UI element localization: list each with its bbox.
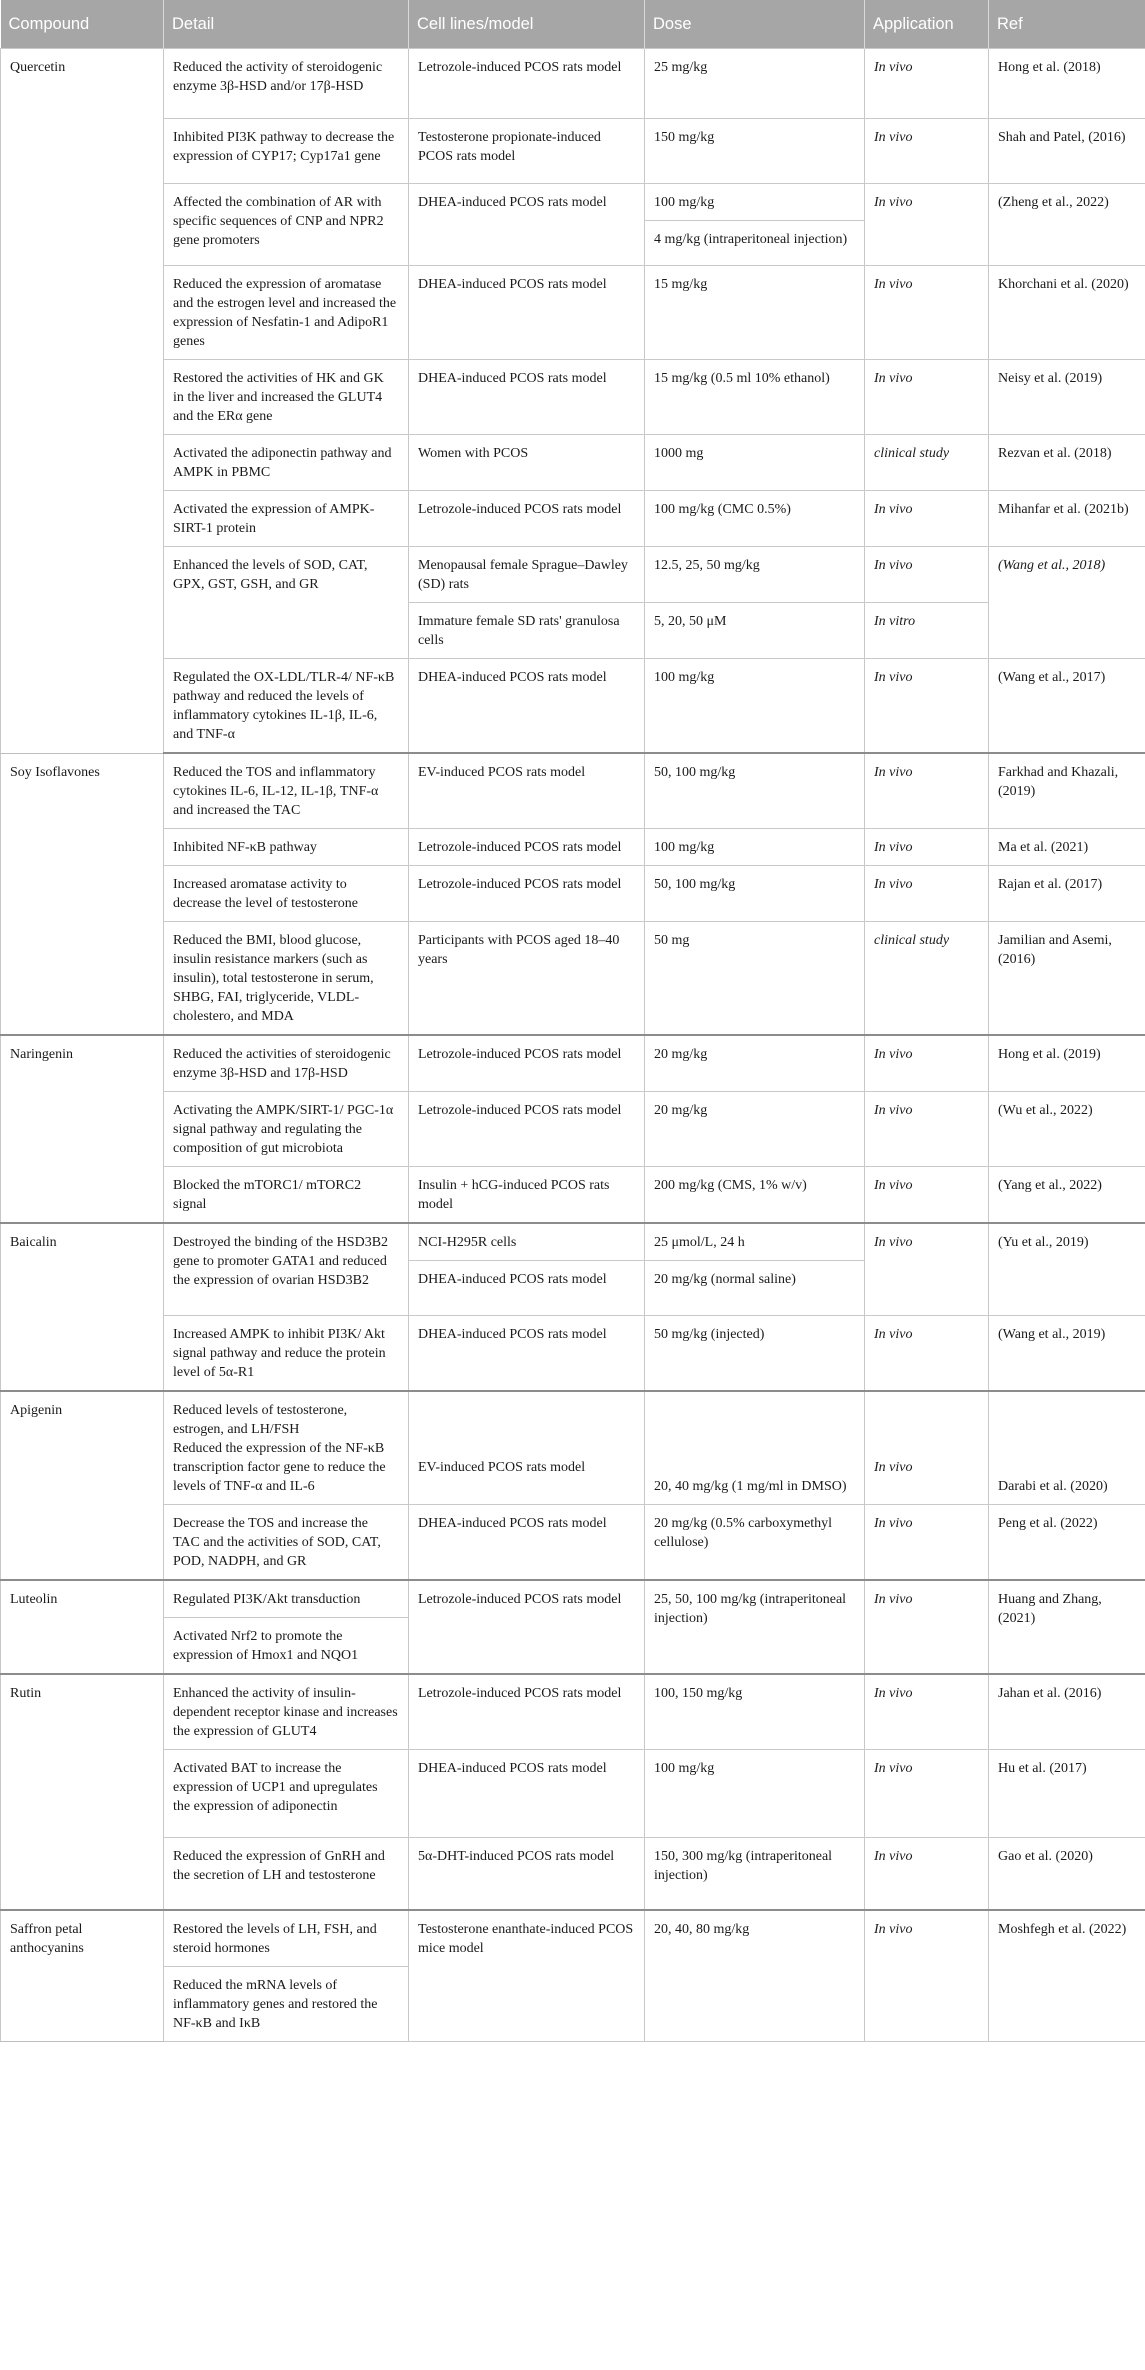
model-cell: Letrozole-induced PCOS rats model [409, 1580, 645, 1674]
header-ref: Ref [989, 0, 1145, 49]
detail-cell: Reduced the expression of aromatase and the estrogen level and increased the expression of Nesfatin-1 and AdipoR1 genes [164, 266, 409, 360]
dose-cell: 50, 100 mg/kg [645, 753, 865, 829]
application-cell: In vivo [865, 49, 989, 119]
compound-cell: Quercetin [1, 49, 164, 754]
ref-cell: (Wang et al., 2019) [989, 1316, 1145, 1392]
application-cell: In vivo [865, 829, 989, 866]
compound-cell: Rutin [1, 1674, 164, 1910]
detail-cell: Activated Nrf2 to promote the expression of Hmox1 and NQO1 [164, 1618, 409, 1675]
application-cell: In vivo [865, 1167, 989, 1224]
model-text: EV-induced PCOS rats model [418, 1460, 586, 1475]
detail-cell: Increased aromatase activity to decrease the level of testosterone [164, 866, 409, 922]
ref-cell: (Zheng et al., 2022) [989, 184, 1145, 266]
detail-cell: Blocked the mTORC1/ mTORC2 signal [164, 1167, 409, 1224]
header-application: Application [865, 0, 989, 49]
table-row [1, 491, 1145, 547]
detail-cell: Reduced the BMI, blood glucose, insulin resistance markers (such as insulin), total testosterone in serum, SHBG, FAI, triglyceride, VLDL-cholestero, and MDA [164, 922, 409, 1036]
ref-cell: Hu et al. (2017) [989, 1750, 1145, 1838]
detail-cell: Activated the adiponectin pathway and AMPK in PBMC [164, 435, 409, 491]
model-cell: Letrozole-induced PCOS rats model [409, 829, 645, 866]
table-row [1, 1391, 1145, 1505]
dose-cell: 100 mg/kg [645, 184, 865, 221]
table-row [1, 1167, 1145, 1224]
application-cell: In vivo [865, 184, 989, 266]
compound-cell: Saffron petal anthocyanins [1, 1910, 164, 2042]
model-cell: DHEA-induced PCOS rats model [409, 266, 645, 360]
dose-cell: 50 mg/kg (injected) [645, 1316, 865, 1392]
ref-cell: Jahan et al. (2016) [989, 1674, 1145, 1750]
application-cell: In vivo [865, 1505, 989, 1581]
table-row [1, 1316, 1145, 1392]
header-dose: Dose [645, 0, 865, 49]
table-row [1, 1580, 1145, 1618]
header-detail: Detail [164, 0, 409, 49]
table-row [1, 866, 1145, 922]
table-row [1, 1750, 1145, 1838]
dose-cell: 20 mg/kg (0.5% carboxymethyl cellulose) [645, 1505, 865, 1581]
detail-line: Reduced the expression of the NF-κB transcription factor gene to reduce the levels of TNF-α and IL-6 [173, 1441, 386, 1494]
table-row [1, 266, 1145, 360]
ref-cell: Peng et al. (2022) [989, 1505, 1145, 1581]
model-cell: DHEA-induced PCOS rats model [409, 1750, 645, 1838]
detail-cell: Reduced the activity of steroidogenic enzyme 3β-HSD and/or 17β-HSD [164, 49, 409, 119]
ref-cell: Shah and Patel, (2016) [989, 119, 1145, 184]
application-cell: In vivo [865, 1316, 989, 1392]
model-cell: Immature female SD rats' granulosa cells [409, 603, 645, 659]
detail-cell: Enhanced the activity of insulin-dependent receptor kinase and increases the expression of GLUT4 [164, 1674, 409, 1750]
dose-cell: 100, 150 mg/kg [645, 1674, 865, 1750]
detail-cell: Enhanced the levels of SOD, CAT, GPX, GST, GSH, and GR [164, 547, 409, 659]
model-cell: DHEA-induced PCOS rats model [409, 360, 645, 435]
dose-cell: 20, 40 mg/kg (1 mg/ml in DMSO) [645, 1391, 865, 1505]
model-cell: Letrozole-induced PCOS rats model [409, 491, 645, 547]
application-cell: In vivo [865, 1750, 989, 1838]
dose-cell: 20 mg/kg (normal saline) [645, 1261, 865, 1316]
model-cell: Letrozole-induced PCOS rats model [409, 1092, 645, 1167]
model-cell: Letrozole-induced PCOS rats model [409, 1035, 645, 1092]
ref-cell: (Wang et al., 2017) [989, 659, 1145, 754]
dose-cell: 20 mg/kg [645, 1035, 865, 1092]
detail-cell: Destroyed the binding of the HSD3B2 gene to promoter GATA1 and reduced the expression of ovarian HSD3B2 [164, 1223, 409, 1316]
ref-cell: Gao et al. (2020) [989, 1838, 1145, 1910]
dose-cell: 100 mg/kg [645, 659, 865, 754]
detail-cell: Restored the activities of HK and GK in the liver and increased the GLUT4 and the ERα gene [164, 360, 409, 435]
detail-cell: Reduced the activities of steroidogenic enzyme 3β-HSD and 17β-HSD [164, 1035, 409, 1092]
application-cell: In vivo [865, 360, 989, 435]
model-cell: DHEA-induced PCOS rats model [409, 1261, 645, 1316]
dose-cell: 20 mg/kg [645, 1092, 865, 1167]
application-cell: In vivo [865, 753, 989, 829]
compound-cell: Naringenin [1, 1035, 164, 1223]
table-row [1, 184, 1145, 221]
application-cell: In vivo [865, 119, 989, 184]
table-row [1, 360, 1145, 435]
ref-cell: Mihanfar et al. (2021b) [989, 491, 1145, 547]
detail-cell: Reduced the mRNA levels of inflammatory genes and restored the NF-κB and IκB [164, 1966, 409, 2041]
ref-cell: (Yang et al., 2022) [989, 1167, 1145, 1224]
application-cell: In vivo [865, 659, 989, 754]
table-row [1, 829, 1145, 866]
detail-cell: Regulated PI3K/Akt transduction [164, 1580, 409, 1618]
ref-cell: Rezvan et al. (2018) [989, 435, 1145, 491]
application-cell: In vivo [865, 1674, 989, 1750]
detail-cell: Reduced the TOS and inflammatory cytokines IL-6, IL-12, IL-1β, TNF-α and increased the TAC [164, 753, 409, 829]
dose-cell: 5, 20, 50 μM [645, 603, 865, 659]
dose-cell: 15 mg/kg [645, 266, 865, 360]
ref-cell: (Wang et al., 2018) [989, 547, 1145, 659]
dose-cell: 150, 300 mg/kg (intraperitoneal injection) [645, 1838, 865, 1910]
ref-cell: Darabi et al. (2020) [989, 1391, 1145, 1505]
table-row [1, 659, 1145, 754]
model-cell: 5α-DHT-induced PCOS rats model [409, 1838, 645, 1910]
model-cell: Letrozole-induced PCOS rats model [409, 49, 645, 119]
model-cell: Insulin + hCG-induced PCOS rats model [409, 1167, 645, 1224]
model-cell: DHEA-induced PCOS rats model [409, 184, 645, 266]
model-cell: DHEA-induced PCOS rats model [409, 1316, 645, 1392]
application-cell: In vivo [865, 547, 989, 603]
dose-cell: 150 mg/kg [645, 119, 865, 184]
compound-cell: Soy Isoflavones [1, 753, 164, 1035]
table-row [1, 435, 1145, 491]
dose-cell: 200 mg/kg (CMS, 1% w/v) [645, 1167, 865, 1224]
detail-cell: Inhibited PI3K pathway to decrease the expression of CYP17; Cyp17a1 gene [164, 119, 409, 184]
application-cell: In vivo [865, 1092, 989, 1167]
model-cell: Participants with PCOS aged 18–40 years [409, 922, 645, 1036]
application-cell: clinical study [865, 435, 989, 491]
table-row [1, 1092, 1145, 1167]
application-cell: In vivo [865, 491, 989, 547]
table-row [1, 1505, 1145, 1581]
detail-cell: Increased AMPK to inhibit PI3K/ Akt signal pathway and reduce the protein level of 5α-R1 [164, 1316, 409, 1392]
dose-cell: 25 μmol/L, 24 h [645, 1223, 865, 1261]
dose-cell: 50, 100 mg/kg [645, 866, 865, 922]
ref-cell: Jamilian and Asemi, (2016) [989, 922, 1145, 1036]
dose-cell: 4 mg/kg (intraperitoneal injection) [645, 221, 865, 266]
application-cell: clinical study [865, 922, 989, 1036]
ref-cell: Moshfegh et al. (2022) [989, 1910, 1145, 2042]
model-cell: Women with PCOS [409, 435, 645, 491]
application-cell: In vivo [865, 1910, 989, 2042]
dose-cell: 100 mg/kg [645, 1750, 865, 1838]
application-cell: In vivo [865, 1035, 989, 1092]
table-row [1, 1838, 1145, 1910]
application-text: In vivo [874, 1460, 913, 1475]
application-cell: In vivo [865, 1580, 989, 1674]
ref-cell: Neisy et al. (2019) [989, 360, 1145, 435]
model-cell: EV-induced PCOS rats model [409, 753, 645, 829]
table-row [1, 1035, 1145, 1092]
detail-cell: Activated BAT to increase the expression of UCP1 and upregulates the expression of adiponectin [164, 1750, 409, 1838]
application-cell: In vivo [865, 1223, 989, 1316]
application-cell: In vitro [865, 603, 989, 659]
table-row [1, 753, 1145, 829]
detail-cell: Activating the AMPK/SIRT-1/ PGC-1α signal pathway and regulating the composition of gut microbiota [164, 1092, 409, 1167]
table-row [1, 1910, 1145, 1967]
compound-cell: Baicalin [1, 1223, 164, 1391]
model-cell: DHEA-induced PCOS rats model [409, 659, 645, 754]
dose-cell: 1000 mg [645, 435, 865, 491]
table-row [1, 922, 1145, 1036]
dose-cell: 25, 50, 100 mg/kg (intraperitoneal injection) [645, 1580, 865, 1674]
model-cell: Letrozole-induced PCOS rats model [409, 866, 645, 922]
detail-cell: Restored the levels of LH, FSH, and steroid hormones [164, 1910, 409, 1967]
header-compound: Compound [1, 0, 164, 49]
table-row [1, 119, 1145, 184]
ref-cell: Khorchani et al. (2020) [989, 266, 1145, 360]
dose-cell: 15 mg/kg (0.5 ml 10% ethanol) [645, 360, 865, 435]
detail-cell: Reduced the expression of GnRH and the secretion of LH and testosterone [164, 1838, 409, 1910]
detail-line: Reduced levels of testosterone, estrogen, and LH/FSH [173, 1403, 348, 1437]
compound-cell: Apigenin [1, 1391, 164, 1580]
application-cell [865, 1391, 989, 1505]
dose-cell: 100 mg/kg (CMC 0.5%) [645, 491, 865, 547]
model-cell: DHEA-induced PCOS rats model [409, 1505, 645, 1581]
model-cell: Testosterone enanthate-induced PCOS mice model [409, 1910, 645, 2042]
model-cell: Menopausal female Sprague–Dawley (SD) rats [409, 547, 645, 603]
table-row [1, 1223, 1145, 1261]
dose-cell: 50 mg [645, 922, 865, 1036]
ref-cell: (Yu et al., 2019) [989, 1223, 1145, 1316]
ref-cell: (Wu et al., 2022) [989, 1092, 1145, 1167]
ref-cell: Hong et al. (2018) [989, 49, 1145, 119]
ref-cell: Hong et al. (2019) [989, 1035, 1145, 1092]
detail-cell: Activated the expression of AMPK-SIRT-1 protein [164, 491, 409, 547]
dose-cell: 100 mg/kg [645, 829, 865, 866]
dose-cell: 25 mg/kg [645, 49, 865, 119]
ref-cell: Rajan et al. (2017) [989, 866, 1145, 922]
detail-cell: Decrease the TOS and increase the TAC and the activities of SOD, CAT, POD, NADPH, and GR [164, 1505, 409, 1581]
model-cell: NCI-H295R cells [409, 1223, 645, 1261]
detail-cell: Inhibited NF-κB pathway [164, 829, 409, 866]
application-cell: In vivo [865, 866, 989, 922]
ref-cell: Huang and Zhang, (2021) [989, 1580, 1145, 1674]
model-cell [409, 1391, 645, 1505]
table-row [1, 1674, 1145, 1750]
model-cell: Testosterone propionate-induced PCOS rats model [409, 119, 645, 184]
ref-cell: Farkhad and Khazali, (2019) [989, 753, 1145, 829]
dose-cell: 12.5, 25, 50 mg/kg [645, 547, 865, 603]
table-row [1, 547, 1145, 603]
detail-cell [164, 1391, 409, 1505]
compound-cell: Luteolin [1, 1580, 164, 1674]
detail-cell: Affected the combination of AR with specific sequences of CNP and NPR2 gene promoters [164, 184, 409, 266]
detail-cell: Regulated the OX-LDL/TLR-4/ NF-κB pathway and reduced the levels of inflammatory cytokines IL-1β, IL-6, and TNF-α [164, 659, 409, 754]
application-cell: In vivo [865, 1838, 989, 1910]
application-cell: In vivo [865, 266, 989, 360]
ref-cell: Ma et al. (2021) [989, 829, 1145, 866]
header-cell-lines: Cell lines/model [409, 0, 645, 49]
dose-cell: 20, 40, 80 mg/kg [645, 1910, 865, 2042]
table-row [1, 49, 1145, 119]
model-cell: Letrozole-induced PCOS rats model [409, 1674, 645, 1750]
header-row [1, 0, 1145, 49]
